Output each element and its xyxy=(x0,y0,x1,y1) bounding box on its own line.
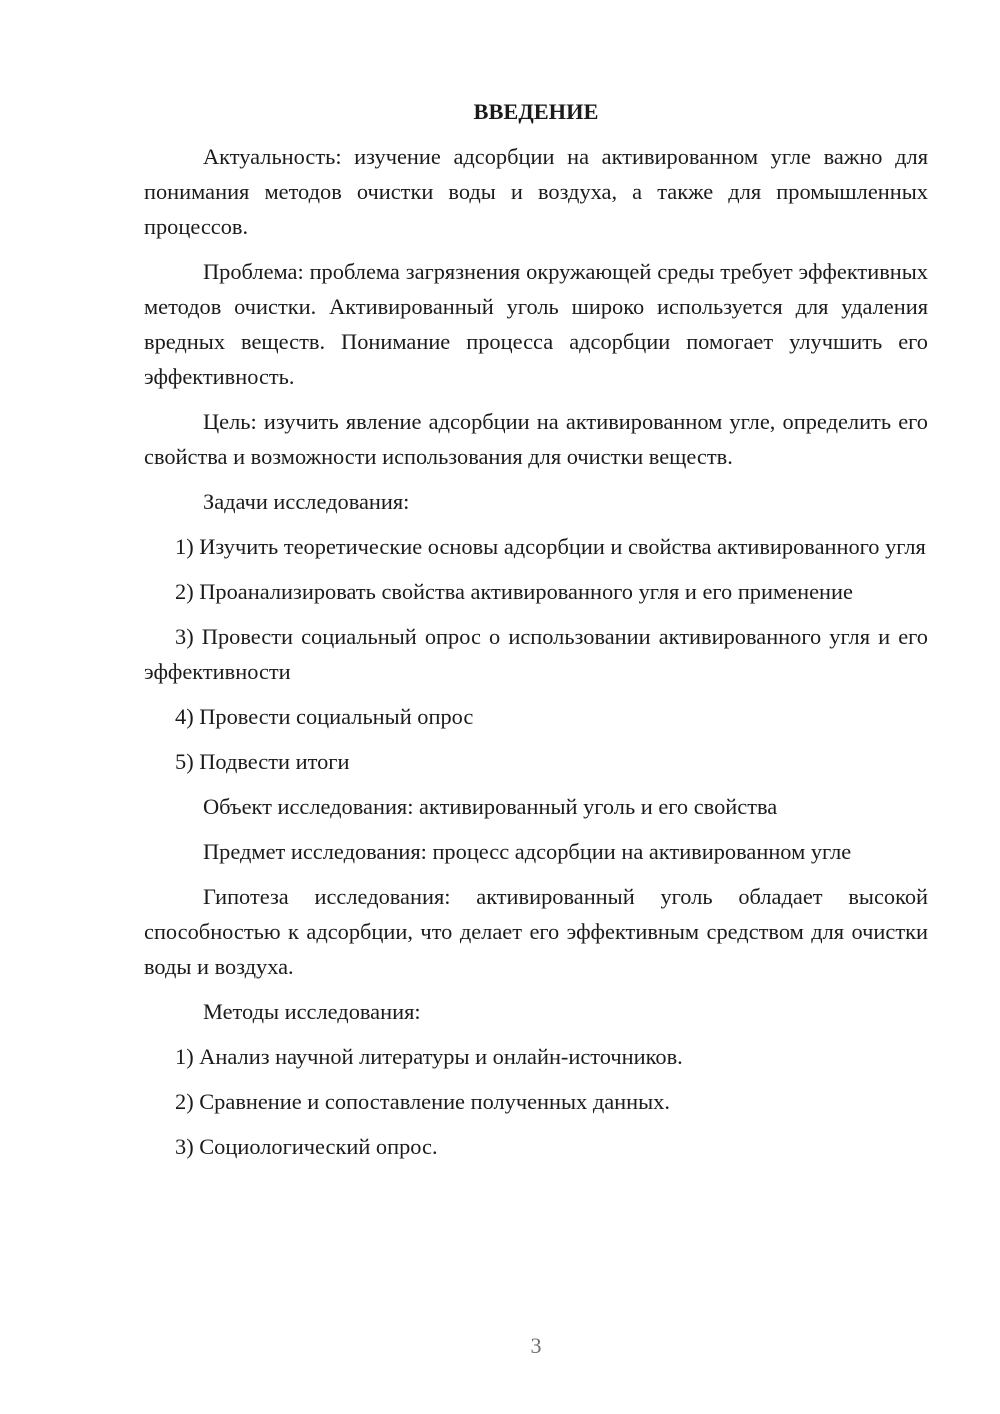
task-item: 5) Подвести итоги xyxy=(175,749,350,774)
method-item: 1) Анализ научной литературы и онлайн-источников. xyxy=(175,1044,683,1069)
problem-paragraph: Проблема: проблема загрязнения окружающей среды требует эффективных методов очистки. Активированный уголь широко используется для удаления вредных веществ. Понимание процесса адсорбции помогает улучшить его эффективность. xyxy=(144,259,928,389)
task-item: 2) Проанализировать свойства активированного угля и его применение xyxy=(175,579,853,604)
relevance-paragraph: Актуальность: изучение адсорбции на активированном угле важно для понимания методов очистки воды и воздуха, а также для промышленных процессов. xyxy=(144,144,928,239)
method-item: 2) Сравнение и сопоставление полученных данных. xyxy=(175,1089,670,1114)
page-content xyxy=(144,94,928,1174)
task-item: 4) Провести социальный опрос xyxy=(175,704,474,729)
task-item: 3) Провести социальный опрос о использовании активированного угля и его эффективности xyxy=(144,624,928,684)
subject-paragraph: Предмет исследования: процесс адсорбции на активированном угле xyxy=(203,839,852,864)
page-title: ВВЕДЕНИЕ xyxy=(473,99,599,124)
goal-paragraph: Цель: изучить явление адсорбции на активированном угле, определить его свойства и возможности использования для очистки веществ. xyxy=(144,409,928,469)
method-item: 3) Социологический опрос. xyxy=(175,1134,438,1159)
tasks-heading: Задачи исследования: xyxy=(203,489,410,514)
hypothesis-paragraph: Гипотеза исследования: активированный уголь обладает высокой способностью к адсорбции, что делает его эффективным средством для очистки воды и воздуха. xyxy=(144,884,928,979)
object-paragraph: Объект исследования: активированный уголь и его свойства xyxy=(203,794,778,819)
page-number: 3 xyxy=(530,1333,542,1358)
task-item: 1) Изучить теоретические основы адсорбции и свойства активированного угля xyxy=(175,534,926,559)
methods-heading: Методы исследования: xyxy=(203,999,421,1024)
